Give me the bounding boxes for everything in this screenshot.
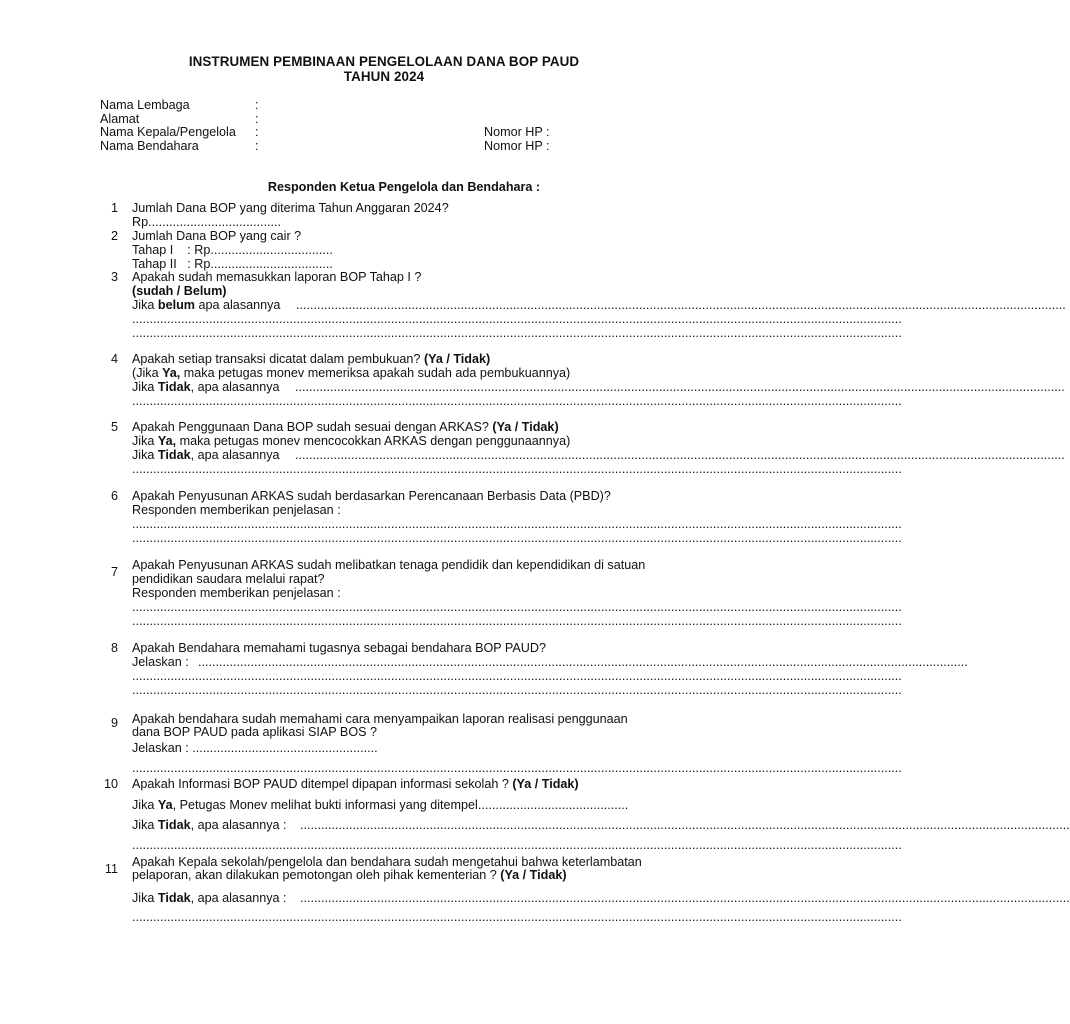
text: , apa alasannya: [190, 448, 280, 462]
text: maka petugas monev mencocokkan ARKAS dengan penggunaannya): [176, 434, 571, 448]
bold-text: Tidak: [157, 818, 191, 832]
bold-text: Tidak: [157, 448, 191, 462]
question-5-reason: [132, 448, 280, 462]
field-nama-lembaga: [100, 98, 265, 112]
question-number: 6: [110, 489, 118, 503]
question-10-option: (Ya / Tidak): [512, 777, 579, 791]
text: Apakah Penggunaan Dana BOP sudah sesuai dengan ARKAS?: [132, 420, 493, 434]
text: Jika: [132, 298, 158, 312]
question-4-reason: [132, 380, 280, 394]
answer-dots[interactable]: ............................................................................................................................................................................................................................: [132, 683, 902, 697]
colon: :: [255, 98, 259, 112]
question-2-text: Jumlah Dana BOP yang cair ?: [132, 229, 302, 243]
answer-dots[interactable]: ............................................................................................................................................................................................................................: [132, 600, 902, 614]
question-8-text: Apakah Bendahara memahami tugasnya sebagai bendahara BOP PAUD?: [132, 641, 546, 655]
answer-dots[interactable]: ............................................................................................................................................................................................................................: [132, 312, 902, 326]
question-9-text-2: dana BOP PAUD pada aplikasi SIAP BOS ?: [132, 725, 378, 739]
question-9-prompt: Jelaskan : .....................................................: [132, 741, 378, 755]
answer-dots[interactable]: ............................................................................................................................................................................................................................: [198, 655, 968, 669]
text: Jika: [132, 434, 158, 448]
question-10-instruction: [132, 798, 628, 812]
answer-dots[interactable]: ............................................................................................................................................................................................................................: [295, 448, 1065, 462]
field-nama-kepala: [100, 125, 265, 139]
field-nama-bendahara: [100, 139, 265, 153]
text: , apa alasannya: [190, 380, 280, 394]
question-number: 9: [110, 716, 118, 730]
bold-text: Ya: [157, 798, 173, 812]
bold-text: Tidak: [157, 380, 191, 394]
question-4-text: [132, 352, 490, 366]
question-number: 11: [104, 862, 118, 876]
question-number: 5: [110, 420, 118, 434]
question-5-option: (Ya / Tidak): [492, 420, 559, 434]
text: Jika: [132, 380, 158, 394]
question-10-text: [132, 777, 579, 791]
text: pelaporan, akan dilakukan pemotongan oleh pihak kementerian ?: [132, 868, 501, 882]
answer-dots[interactable]: ............................................................................................................................................................................................................................: [132, 517, 902, 531]
question-number: 3: [110, 270, 118, 284]
text: Jika: [132, 891, 158, 905]
question-8-prompt: Jelaskan :: [132, 655, 189, 669]
question-1-rp: Rp......................................: [132, 215, 282, 229]
text: Apakah Informasi BOP PAUD ditempel dipapan informasi sekolah ?: [132, 777, 513, 791]
colon: :: [255, 125, 259, 139]
text: apa alasannya: [195, 298, 281, 312]
label-nomor-hp-kepala: Nomor HP :: [484, 125, 550, 139]
answer-dots[interactable]: ............................................................................................................................................................................................................................: [132, 614, 902, 628]
text: maka petugas monev memeriksa apakah sudah ada pembukuannya): [180, 366, 571, 380]
bold-text: Ya,: [162, 366, 181, 380]
label-nomor-hp-bendahara: Nomor HP :: [484, 139, 550, 153]
question-6-prompt: Responden memberikan penjelasan :: [132, 503, 341, 517]
text: (Jika: [132, 366, 163, 380]
question-number: 2: [110, 229, 118, 243]
label-nama-bendahara: Nama Bendahara: [100, 139, 199, 153]
bold-text: Ya,: [157, 434, 177, 448]
question-11-text: Apakah Kepala sekolah/pengelola dan bendahara sudah mengetahui bahwa keterlambatan: [132, 855, 642, 869]
answer-dots[interactable]: ............................................................................................................................................................................................................................: [296, 298, 1066, 312]
label-nama-lembaga: Nama Lembaga: [100, 98, 190, 112]
answer-dots[interactable]: ............................................................................................................................................................................................................................: [132, 462, 902, 476]
document-title: INSTRUMEN PEMBINAAN PENGELOLAAN DANA BOP PAUD: [188, 54, 580, 69]
answer-dots[interactable]: ............................................................................................................................................................................................................................: [132, 531, 902, 545]
document-year: TAHUN 2024: [343, 69, 425, 84]
bold-text: belum: [157, 298, 195, 312]
question-7-text-2: pendidikan saudara melalui rapat?: [132, 572, 325, 586]
question-3-text: Apakah sudah memasukkan laporan BOP Tahap I ?: [132, 270, 422, 284]
question-3-option: (sudah / Belum): [132, 284, 227, 298]
question-2-tahap-1: Tahap I : Rp...................................: [132, 243, 333, 257]
question-6-text: Apakah Penyusunan ARKAS sudah berdasarkan Perencanaan Berbasis Data (PBD)?: [132, 489, 611, 503]
answer-dots[interactable]: ............................................................................................................................................................................................................................: [300, 891, 1070, 905]
field-alamat: [100, 112, 265, 126]
answer-dots[interactable]: ............................................................................................................................................................................................................................: [132, 761, 902, 775]
question-11-option: (Ya / Tidak): [500, 868, 567, 882]
question-number: 8: [110, 641, 118, 655]
text: , Petugas Monev melihat bukti informasi yang ditempel...........................................: [172, 798, 629, 812]
question-4-instruction: [132, 366, 570, 380]
answer-dots[interactable]: ............................................................................................................................................................................................................................: [132, 838, 902, 852]
question-10-reason: [132, 818, 287, 832]
text: Apakah setiap transaksi dicatat dalam pembukuan?: [132, 352, 424, 366]
text: , apa alasannya :: [190, 891, 287, 905]
answer-dots[interactable]: ............................................................................................................................................................................................................................: [300, 818, 1070, 832]
answer-dots[interactable]: ............................................................................................................................................................................................................................: [132, 669, 902, 683]
question-number: 7: [110, 565, 118, 579]
question-3-reason: [132, 298, 280, 312]
label-nama-kepala: Nama Kepala/Pengelola: [100, 125, 236, 139]
question-7-text: Apakah Penyusunan ARKAS sudah melibatkan tenaga pendidik dan kependidikan di satuan: [132, 558, 646, 572]
answer-dots[interactable]: ............................................................................................................................................................................................................................: [132, 326, 902, 340]
question-number: 1: [110, 201, 118, 215]
question-5-instruction: [132, 434, 570, 448]
respondent-heading: Responden Ketua Pengelola dan Bendahara :: [267, 180, 541, 194]
answer-dots[interactable]: ............................................................................................................................................................................................................................: [132, 394, 902, 408]
bold-text: Tidak: [157, 891, 191, 905]
question-1-text: Jumlah Dana BOP yang diterima Tahun Anggaran 2024?: [132, 201, 449, 215]
question-number: 4: [110, 352, 118, 366]
colon: :: [255, 139, 259, 153]
colon: :: [255, 112, 259, 126]
question-number: 10: [103, 777, 118, 791]
text: Jika: [132, 798, 158, 812]
answer-dots[interactable]: ............................................................................................................................................................................................................................: [132, 910, 902, 924]
text: Jika: [132, 448, 158, 462]
text: Jika: [132, 818, 158, 832]
question-5-text: [132, 420, 559, 434]
answer-dots[interactable]: ............................................................................................................................................................................................................................: [295, 380, 1065, 394]
question-4-option: (Ya / Tidak): [423, 352, 491, 366]
question-11-reason: [132, 891, 287, 905]
question-7-prompt: Responden memberikan penjelasan :: [132, 586, 341, 600]
label-alamat: Alamat: [100, 112, 140, 126]
text: , apa alasannya :: [190, 818, 287, 832]
question-9-text: Apakah bendahara sudah memahami cara menyampaikan laporan realisasi penggunaan: [132, 712, 628, 726]
question-11-text-2: [132, 868, 567, 882]
question-2-tahap-2: Tahap II : Rp...................................: [132, 257, 333, 271]
